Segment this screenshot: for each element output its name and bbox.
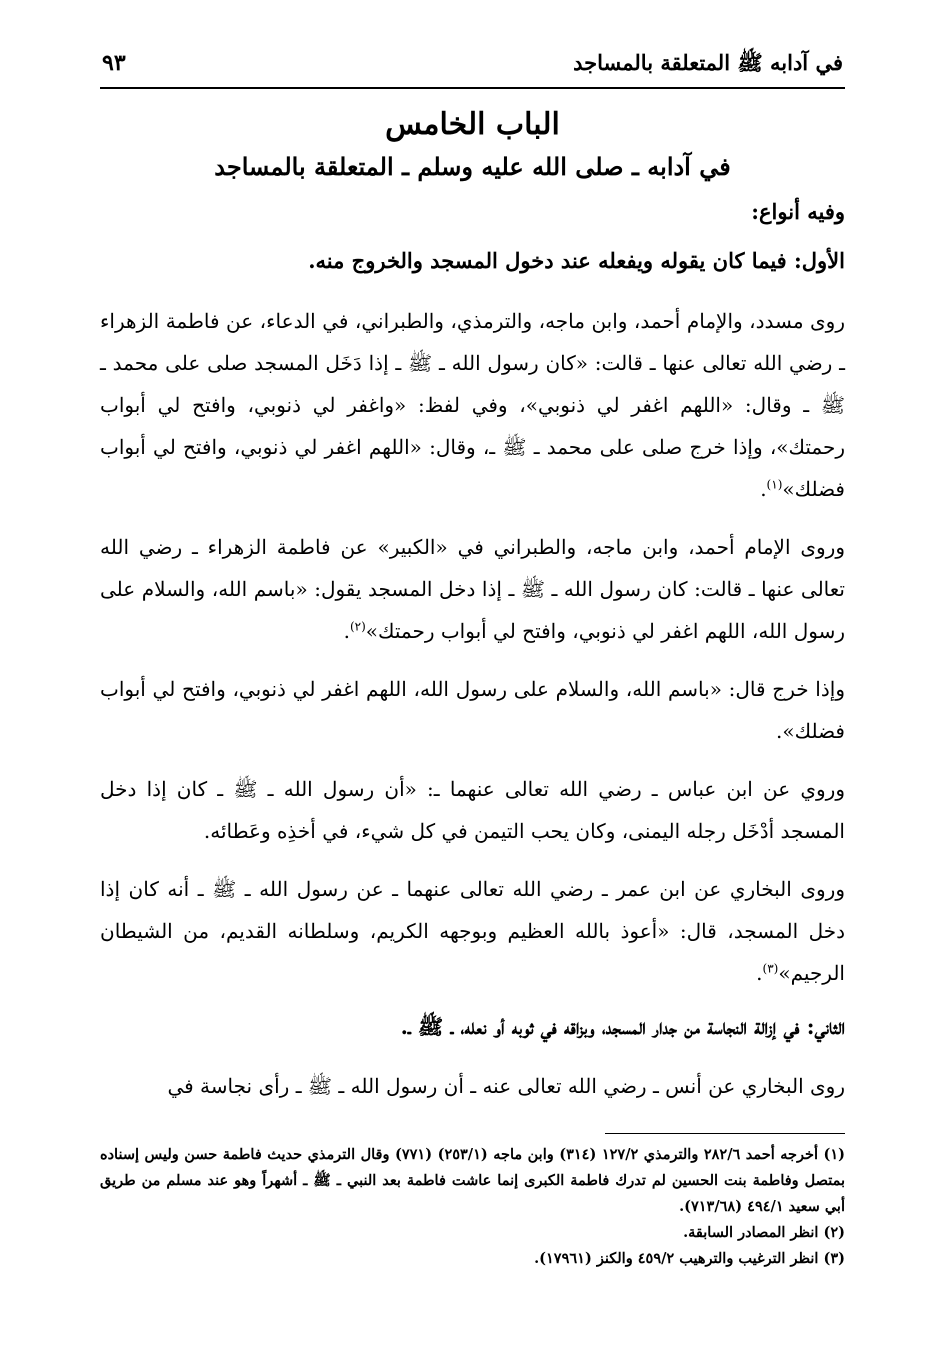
paragraph (100, 668, 845, 752)
paragraph (100, 768, 845, 852)
intro-line: وفيه أنواع: (751, 199, 845, 224)
paragraph (100, 300, 845, 510)
section-heading-second: الثاني: في إزالة النجاسة من جدار المسجد، وبزاقه في ثوبه أو نعله، ـ ﷺ ـ. (400, 1013, 845, 1039)
paragraph-text: روى البخاري عن أنس ـ رضي الله تعالى عنه ـ أن رسول الله ـ ﷺ ـ رأى نجاسة في (167, 1074, 845, 1099)
chapter-subtitle: في آدابه ـ صلى الله عليه وسلم ـ المتعلقة بالمساجد (214, 152, 731, 181)
footnote-ref: (٣) (762, 960, 779, 975)
book-page (100, 50, 845, 1272)
chapter-title: الباب الخامس (385, 107, 560, 142)
paragraph-text: وإذا خرج قال: «باسم الله، والسلام على رسول الله، اللهم اغفر لي ذنوبي، وافتح لي أبواب فضلك». (100, 676, 845, 743)
paragraph-text: وروى الإمام أحمد، وابن ماجه، والطبراني في «الكبير» عن فاطمة الزهراء ـ رضي الله تعالى عنها ـ قالت: كان رسول الله ـ ﷺ ـ إذا دخل المسجد يقول: «باسم الله، والسلام على رسول الله، اللهم اغفر لي ذنوبي، وافتح لي أبواب رحمتك» (100, 534, 845, 643)
footnote-ref: (٢) (349, 618, 366, 633)
paragraph (100, 526, 845, 652)
paragraph-text: روى مسدد، والإمام أحمد، وابن ماجه، والترمذي، والطبراني، في الدعاء، عن فاطمة الزهراء ـ رضي الله تعالى عنها ـ قالت: «كان رسول الله ـ ﷺ ـ إذا دَخَل المسجد صلى على محمد ـ ﷺ ـ وقال: «اللهم اغفر لي ذنوبي»، وفي لفظ: «واغفر لي ذنوبي، وافتح لي أبواب رحمتك»، وإذا خرج صلى على محمد ـ ﷺ ـ، وقال: «اللهم اغفر لي ذنوبي، وافتح لي أبواب فضلك» (100, 308, 845, 501)
paragraph-end: . (343, 618, 350, 643)
footnote-divider (605, 1133, 845, 1134)
page-number: ٩٣ (102, 50, 126, 76)
running-header (100, 50, 845, 89)
paragraph (100, 868, 845, 994)
footnote-item: (٢) انظر المصادر السابقة. (683, 1224, 845, 1242)
paragraph (100, 1065, 845, 1107)
footnotes (100, 1142, 845, 1272)
footnote-ref: (١) (766, 476, 783, 491)
paragraph-end: . (756, 960, 763, 985)
paragraph-end: . (760, 476, 767, 501)
paragraph-text: وروي عن ابن عباس ـ رضي الله تعالى عنهما ـ: «أن رسول الله ـ ﷺ ـ كان إذا دخل المسجد أدْخَل رجله اليمنى، وكان يحب التيمن في كل شيء، في أخذِه وعَطائه. (100, 776, 845, 843)
paragraph-text: وروى البخاري عن ابن عمر ـ رضي الله تعالى عنهما ـ عن رسول الله ـ ﷺ ـ أنه كان إذا دخل المسجد، قال: «أعوذ بالله العظيم وبوجهه الكريم، وسلطانه القديم، من الشيطان الرجيم» (100, 876, 845, 985)
footnote-item: (٣) انظر الترغيب والترهيب ٤٥٩/٢ والكنز (١٧٩٦١). (534, 1250, 845, 1268)
running-title: في آدابه ﷺ المتعلقة بالمساجد (573, 50, 843, 75)
section-heading-first: الأول: فيما كان يقوله ويفعله عند دخول المسجد والخروج منه. (308, 248, 845, 273)
footnote-item: (١) أخرجه أحمد ٢٨٢/٦ والترمذي ١٢٧/٢ (٣١٤) وابن ماجه (٢٥٣/١) (٧٧١) وقال الترمذي حديث فاطمة حسن وليس إسناده بمتصل وفاطمة بنت الحسين لم تدرك فاطمة الكبرى إنما عاشت فاطمة بعد النبي ـ ﷺ ـ أشهراً وهو عند مسلم من طريق أبي سعيد ٤٩٤/١ (٧١٣/٦٨). (100, 1146, 845, 1216)
